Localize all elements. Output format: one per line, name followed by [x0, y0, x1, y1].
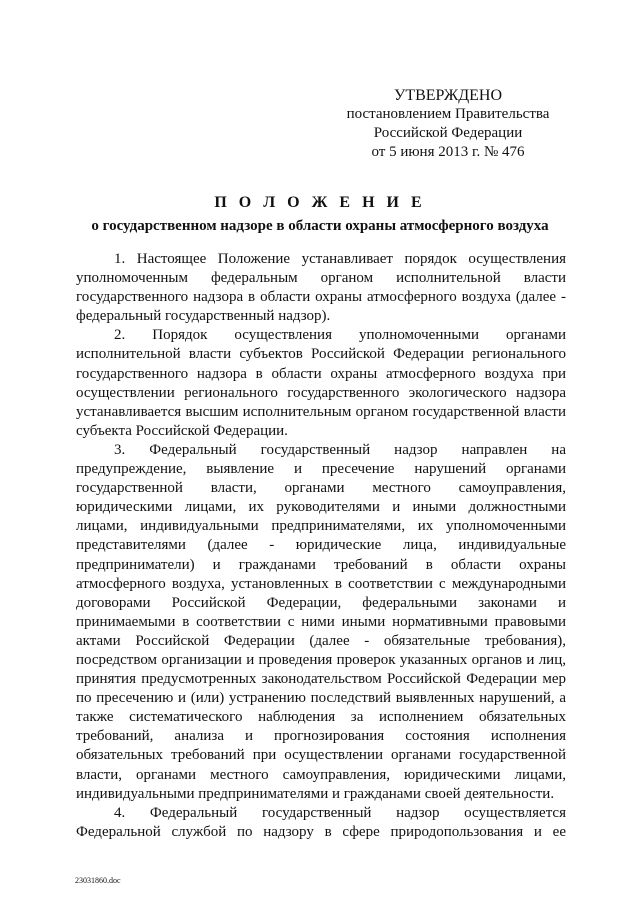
- paragraph-3: 3. Федеральный государственный надзор направлен на предупреждение, выявление и пресечение нарушений органами государственной власти, органами местного самоуправления, юридическими лицами, их руководителями и иными должностными лицами, индивидуальными предпринимателями, их уполномоченными представителями (далее - юридические лица, индивидуальные предприниматели) и гражданами требований в области охраны атмосферного воздуха, установленных в соответствии с международными договорами Российской Федерации, федеральными законами и принимаемыми в соответствии с ними иными нормативными правовыми актами Российской Федерации (далее - обязательные требования), посредством организации и проведения проверок указанных органов и лиц, принятия предусмотренных законодательством Российской Федерации мер по пресечению и (или) устранению последствий выявленных нарушений, а также систематического наблюдения за исполнением обязательных требований, анализа и прогнозирования состояния исполнения обязательных требований при осуществлении органами государственной власти, органами местного самоуправления, юридическими лицами, индивидуальными предпринимателями и гражданами своей деятельности.: [76, 441, 566, 802]
- document-body: [76, 250, 566, 842]
- approval-line-2: Российской Федерации: [373, 125, 523, 141]
- paragraph-2: 2. Порядок осуществления уполномоченными органами исполнительной власти субъектов Российской Федерации регионального государственного надзора в области охраны атмосферного воздуха при осуществлении регионального государственного экологического надзора устанавливается высшим исполнительным органом государственной власти субъекта Российской Федерации.: [76, 327, 566, 439]
- footer-filename: 23031860.doc: [75, 876, 121, 885]
- approval-heading: УТВЕРЖДЕНО: [393, 87, 502, 104]
- approval-stamp: [340, 86, 556, 162]
- approval-line-1: постановлением Правительства: [346, 106, 550, 122]
- paragraph-4: 4. Федеральный государственный надзор осуществляется Федеральной службой по надзору в сфере природопользования и ее: [76, 804, 566, 840]
- approval-line-3: от 5 июня 2013 г. № 476: [371, 144, 525, 160]
- document-subtitle: о государственном надзоре в области охраны атмосферного воздуха: [91, 218, 549, 234]
- paragraph-1: 1. Настоящее Положение устанавливает порядок осуществления уполномоченным федеральным органом исполнительной власти государственного надзора в области охраны атмосферного воздуха (далее - федеральный государственный надзор).: [76, 251, 566, 325]
- document-title: П О Л О Ж Е Н И Е: [214, 194, 426, 211]
